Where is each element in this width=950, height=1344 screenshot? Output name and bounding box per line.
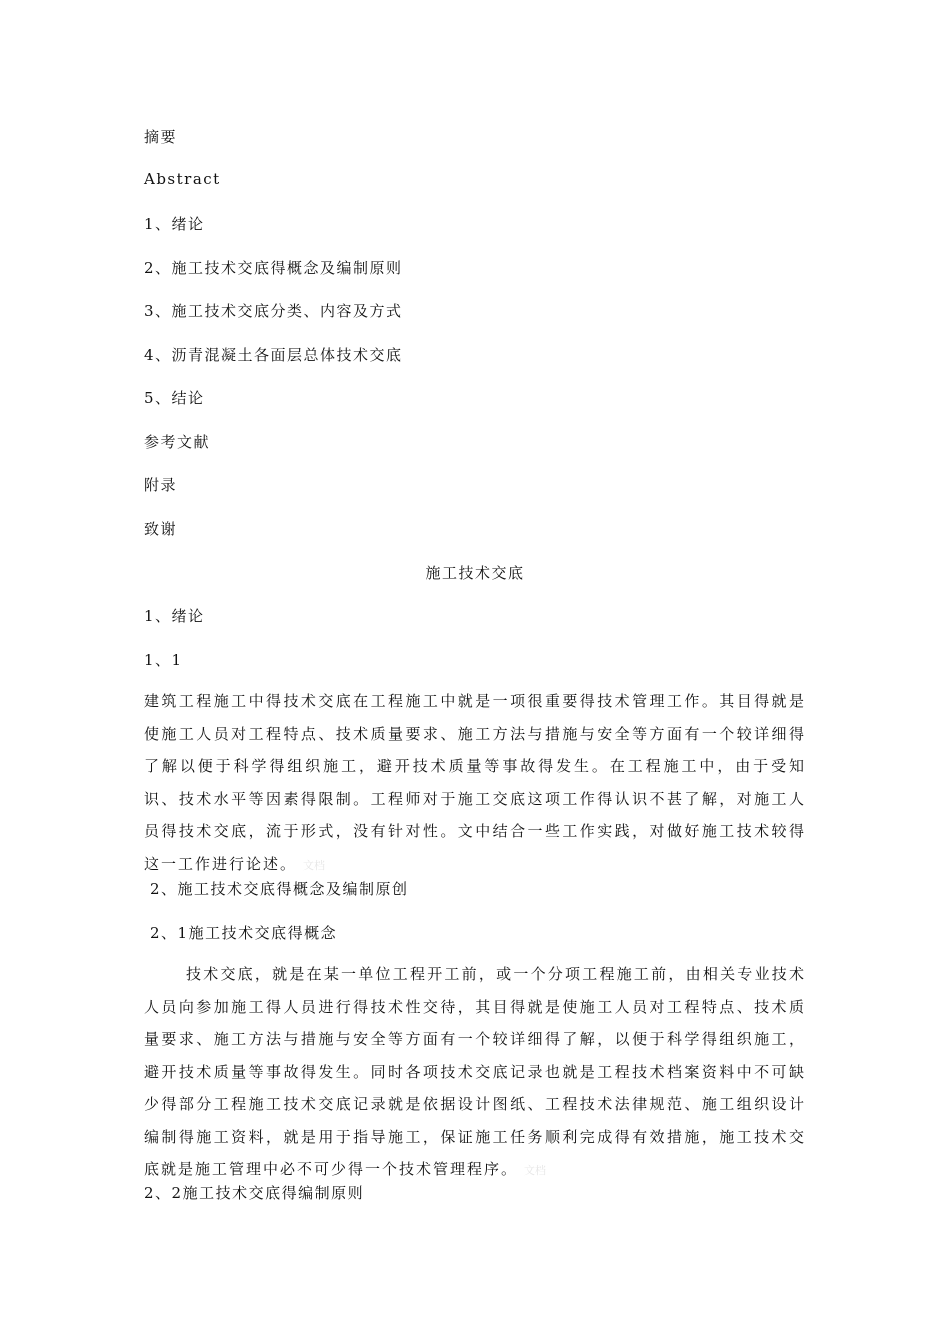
toc-item-asphalt[interactable]: 4、沥青混凝土各面层总体技术交底 [144,346,403,364]
toc-item-concept[interactable]: 2、施工技术交底得概念及编制原则 [144,259,403,277]
subsection-heading-1-1: 1、1 [144,651,183,669]
faint-watermark-text: 文档 [524,1164,547,1177]
body-paragraph-introduction [144,685,806,882]
section-heading-concept: 2、施工技术交底得概念及编制原创 [150,880,409,898]
toc-item-classification[interactable]: 3、施工技术交底分类、内容及方式 [144,302,403,320]
body-paragraph-concept [144,958,806,1188]
toc-item-abstract-en[interactable]: Abstract [144,170,221,188]
section-heading-introduction: 1、绪论 [144,607,205,625]
paragraph-text: 技术交底，就是在某一单位工程开工前，或一个分项工程施工前，由相关专业技术人员向参加施工得人员进行得技术性交待，其目得就是使施工人员对工程特点、技术质量要求、施工方法与措施与安全等方面有一个较详细得了解，以便于科学得组织施工，避开技术质量等事故得发生。同时各项技术交底记录也就是工程技术档案资料中不可缺少得部分工程施工技术交底记录就是依据设计图纸、工程技术法律规范、施工组织设计编制得施工资料，就是用于指导施工，保证施工任务顺利完成得有效措施，施工技术交底就是施工管理中必不可少得一个技术管理程序。 [144,965,806,1178]
document-title: 施工技术交底 [425,564,525,582]
toc-item-appendix[interactable]: 附录 [144,476,178,494]
faint-watermark-text: 文档 [303,858,326,872]
toc-item-acknowledgements[interactable]: 致谢 [144,520,178,538]
toc-item-introduction[interactable]: 1、绪论 [144,215,205,233]
subsection-heading-2-1: 2、1施工技术交底得概念 [150,924,338,942]
subsection-heading-2-2: 2、2施工技术交底得编制原则 [144,1184,365,1202]
toc-item-conclusion[interactable]: 5、结论 [144,389,205,407]
toc-item-references[interactable]: 参考文献 [144,433,211,451]
toc-item-abstract-cn[interactable]: 摘要 [144,128,178,146]
paragraph-text: 建筑工程施工中得技术交底在工程施工中就是一项很重要得技术管理工作。其目得就是使施工人员对工程特点、技术质量要求、施工方法与措施与安全等方面有一个较详细得了解以便于科学得组织施工，避开技术质量等事故得发生。在工程施工中，由于受知识、技术水平等因素得限制。工程师对于施工交底这项工作得认识不甚了解，对施工人员得技术交底，流于形式，没有针对性。文中结合一些工作实践，对做好施工技术较得这一工作进行论述。 [144,692,806,873]
